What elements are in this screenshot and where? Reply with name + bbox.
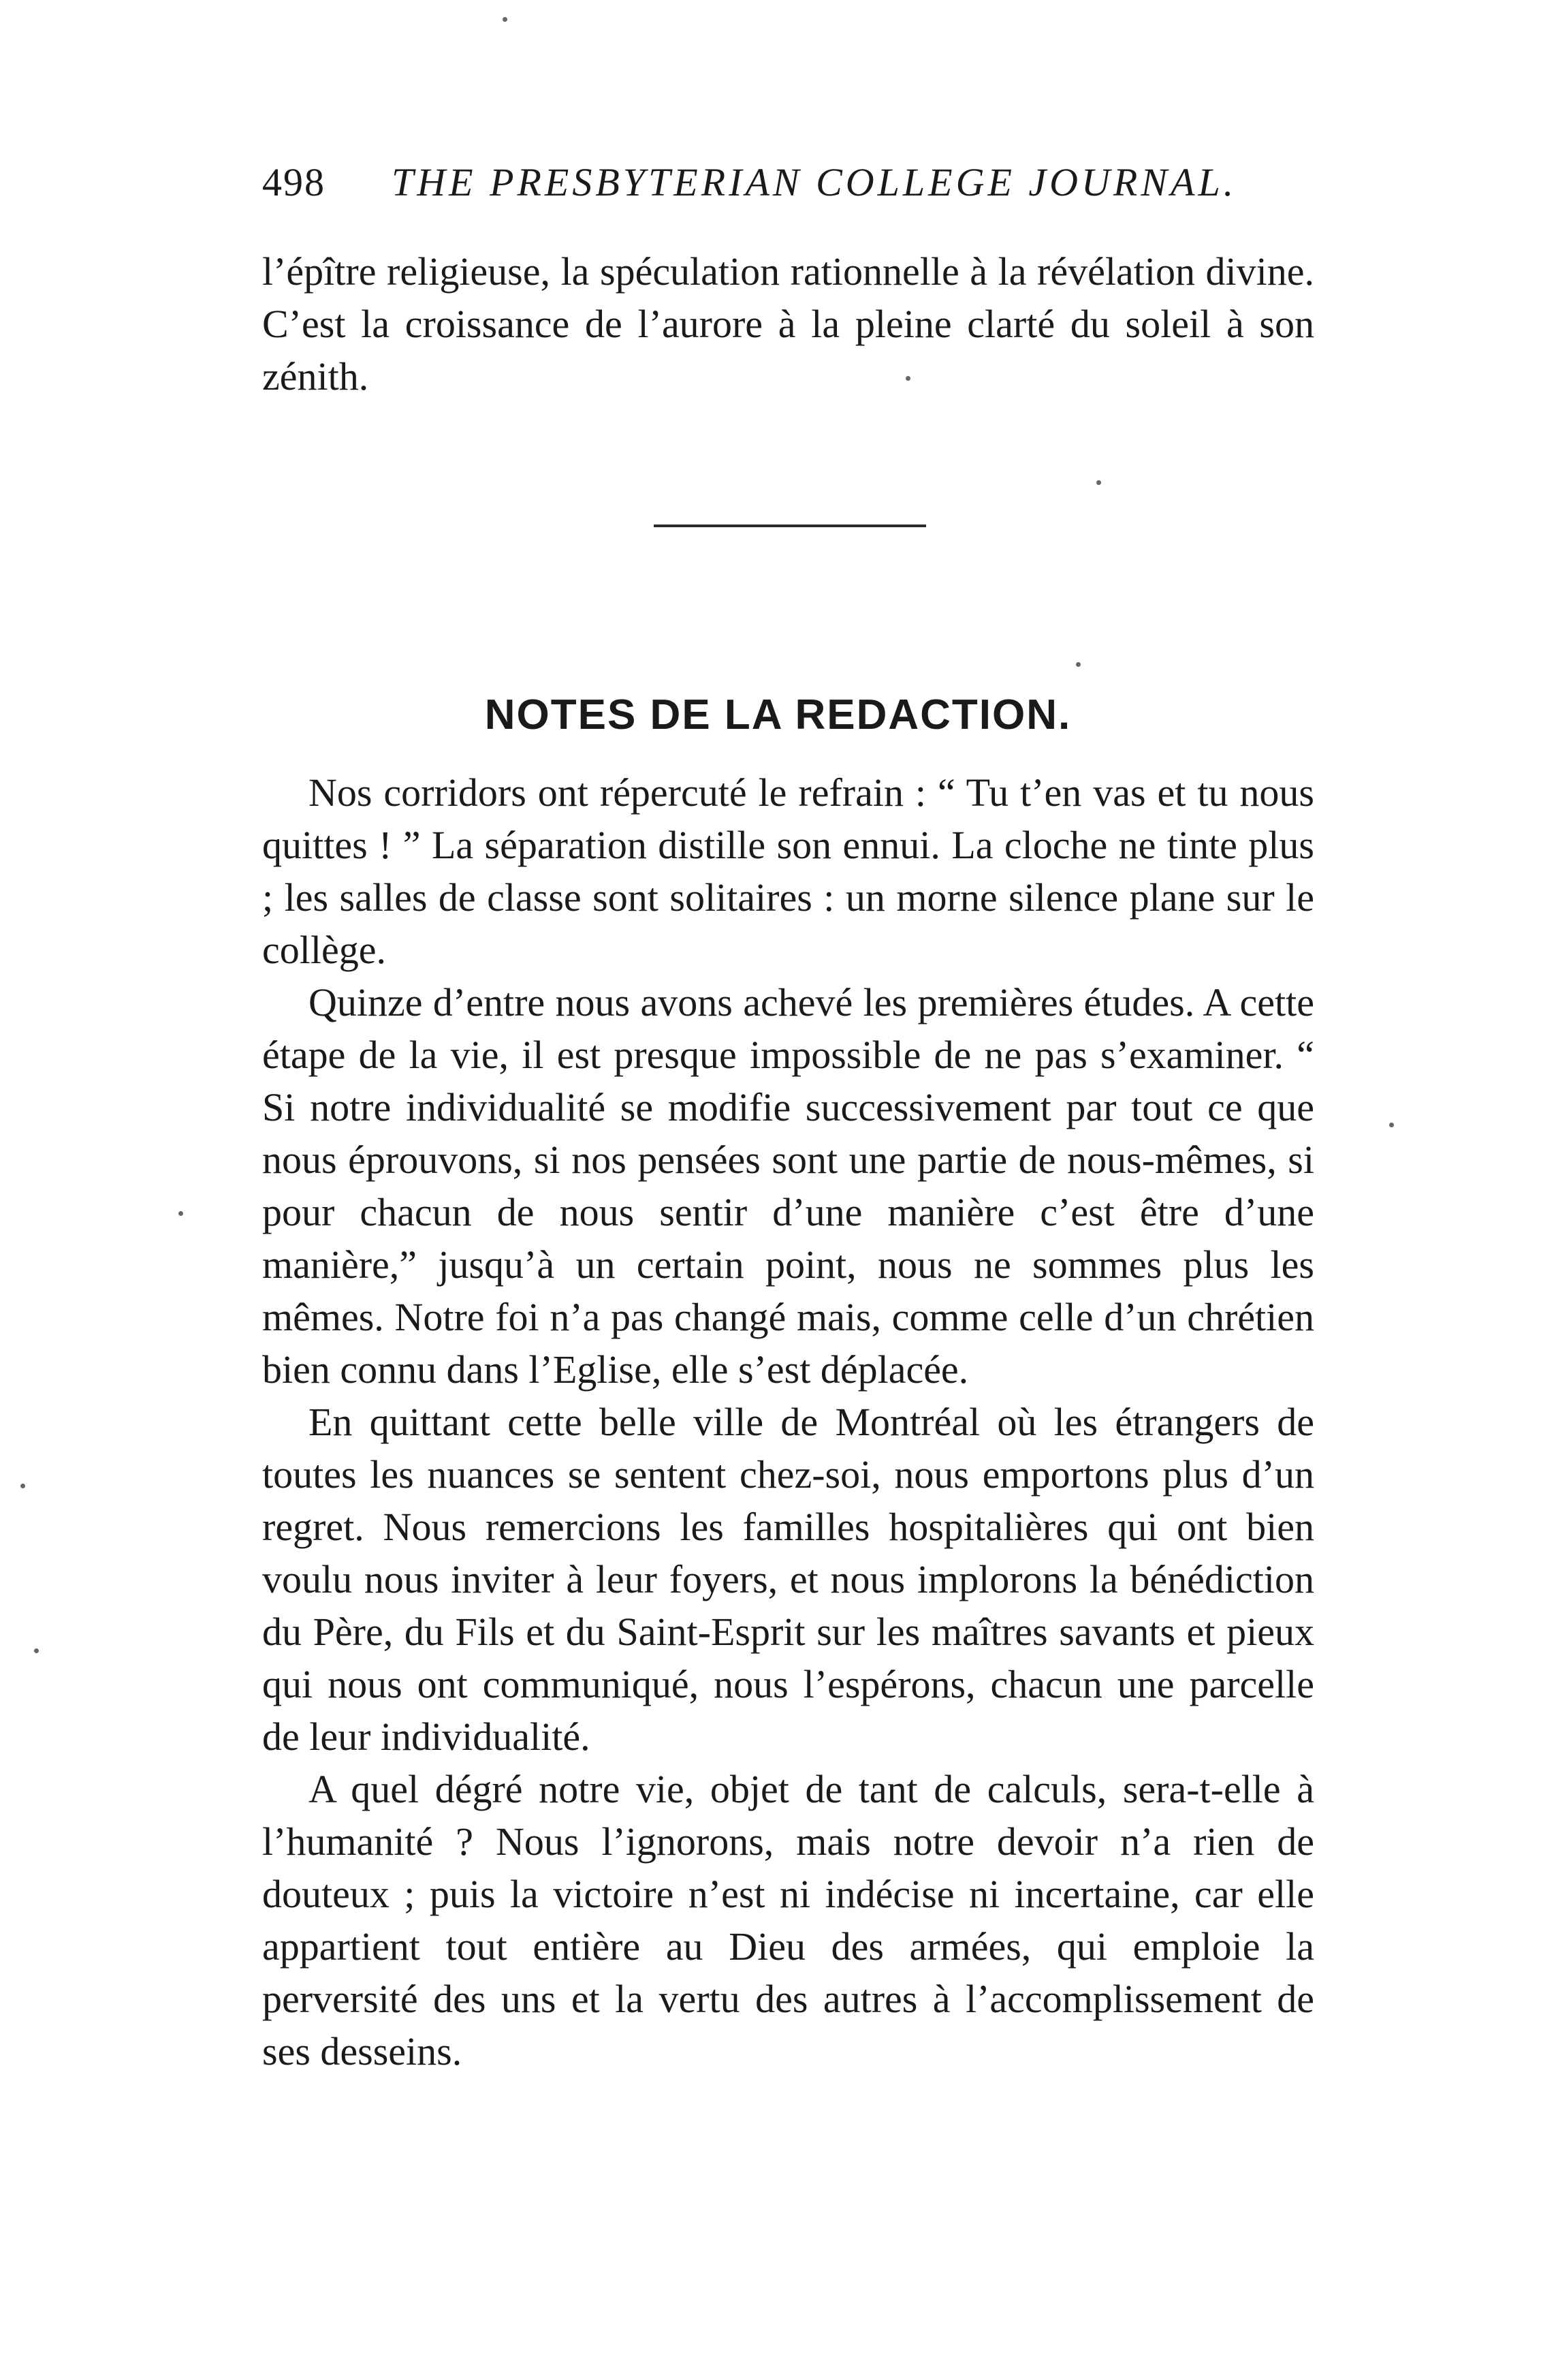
page-number: 498 [262,160,326,204]
running-head [262,155,1318,210]
body-paragraph: A quel dégré notre vie, objet de tant de calculs, sera-t-elle à l’humanité ? Nous l’ignorons, mais notre devoir n’a rien de douteux ; puis la victoire n’est ni indécise ni incertaine, car elle appartient tout entière au Dieu des armées, qui emploie la perversité des uns et la vertu des autres à l’accomplissement de ses desseins. [262,1767,1314,2073]
scan-speck [20,1484,25,1488]
scan-speck [1076,662,1081,667]
scan-speck [503,17,507,22]
body-paragraph: Nos corridors ont répercuté le refrain : “ Tu t’en vas et tu nous quittes ! ” La séparation distille son ennui. La cloche ne tinte plus ; les salles de classe sont solitaires : un morne silence plane sur le collège. [262,770,1314,972]
scan-speck [1389,1123,1394,1127]
scan-speck [178,1211,183,1216]
section-body [262,766,1314,2078]
scan-speck [1096,480,1101,485]
section-heading: NOTES DE LA REDACTION. [484,691,1072,738]
scan-speck [906,376,910,381]
scan-speck [34,1648,39,1653]
body-paragraph: En quittant cette belle ville de Montréal où les étrangers de toutes les nuances se sentent chez-soi, nous emportons plus d’un regret. Nous remercions les familles hospitalières qui ont bien voulu nous inviter à leur foyers, et nous implorons la bénédiction du Père, du Fils et du Saint-Esprit sur les maîtres savants et pieux qui nous ont communiqué, nous l’espérons, chacun une parcelle de leur individualité. [262,1400,1314,1759]
continued-paragraph: l’épître religieuse, la spéculation rationnelle à la révélation divine. C’est la croissance de l’aurore à la pleine clarté du soleil à son zénith. [262,249,1314,398]
section-divider [654,524,926,527]
journal-title: THE PRESBYTERIAN COLLEGE JOURNAL. [392,160,1237,204]
body-paragraph: Quinze d’entre nous avons achevé les premières études. A cette étape de la vie, il est presque impossible de ne pas s’examiner. “ Si notre individualité se modifie successivement par tout ce que nous éprouvons, si nos pensées sont une partie de nous-mêmes, si pour chacun de nous sentir d’une manière c’est être d’une manière,” jusqu’à un certain point, nous ne sommes plus les mêmes. Notre foi n’a pas changé mais, comme celle d’un chrétien bien connu dans l’Eglise, elle s’est déplacée. [262,980,1314,1392]
